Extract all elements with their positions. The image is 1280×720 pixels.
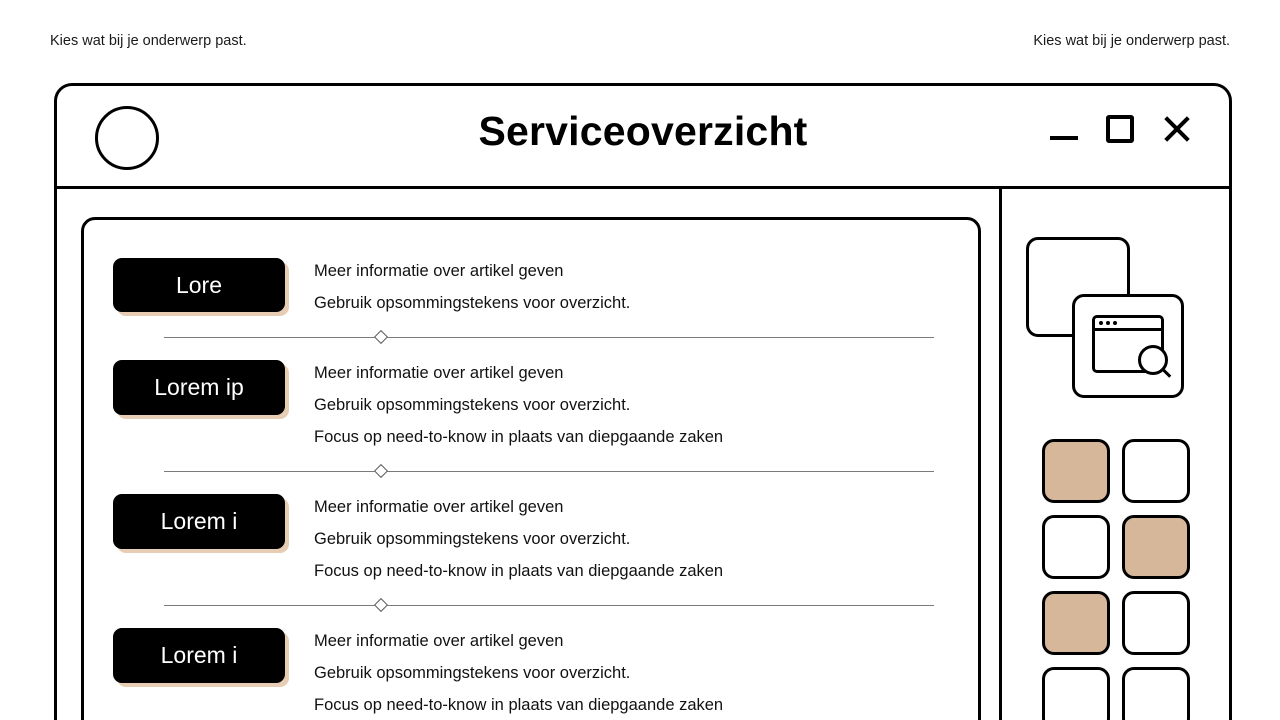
divider-diamond-icon — [374, 330, 388, 344]
swatch-6[interactable] — [1122, 591, 1190, 655]
service-button[interactable]: Lorem i — [113, 628, 285, 682]
row-divider — [164, 337, 934, 338]
browser-search-illustration — [1026, 237, 1206, 417]
service-list-card — [81, 217, 981, 720]
list-item[interactable] — [84, 242, 978, 329]
list-item-button-wrap — [84, 252, 314, 312]
app-window — [54, 83, 1232, 720]
list-item-button-wrap — [84, 354, 314, 414]
hint-right: Kies wat bij je onderwerp past. — [1033, 33, 1230, 49]
service-button[interactable]: Lore — [113, 258, 285, 312]
list-item-line: Meer informatie over artikel geven — [314, 498, 564, 517]
browser-titlebar-dots — [1095, 318, 1161, 331]
window-body — [57, 189, 1229, 720]
divider-diamond-icon — [374, 598, 388, 612]
search-icon — [1138, 345, 1168, 375]
list-item[interactable] — [84, 478, 978, 597]
list-item[interactable] — [84, 344, 978, 463]
list-item-text — [314, 622, 723, 720]
swatch-4[interactable] — [1122, 515, 1190, 579]
window-controls — [1047, 112, 1193, 146]
list-item-line: Focus op need-to-know in plaats van diepgaande zaken — [314, 427, 724, 446]
list-item-line: Gebruik opsommingstekens voor overzicht. — [314, 530, 631, 549]
list-item[interactable] — [84, 612, 978, 720]
list-item-line: Gebruik opsommingstekens voor overzicht. — [314, 293, 631, 312]
sidebar — [1002, 189, 1229, 720]
row-divider — [164, 471, 934, 472]
list-item-line: Focus op need-to-know in plaats van diepgaande zaken — [314, 695, 724, 714]
row-divider — [164, 605, 934, 606]
close-icon — [1161, 114, 1191, 144]
page-title: Serviceoverzicht — [478, 108, 808, 154]
minimize-button[interactable] — [1047, 112, 1081, 146]
list-item-text — [314, 488, 723, 587]
main-content — [57, 189, 1002, 720]
swatch-8[interactable] — [1122, 667, 1190, 720]
divider-diamond-icon — [374, 464, 388, 478]
list-item-line: Meer informatie over artikel geven — [314, 364, 564, 383]
list-item-line: Gebruik opsommingstekens voor overzicht. — [314, 664, 631, 683]
swatch-5[interactable] — [1042, 591, 1110, 655]
hint-left: Kies wat bij je onderwerp past. — [50, 33, 247, 49]
swatch-1[interactable] — [1042, 439, 1110, 503]
list-item-line: Meer informatie over artikel geven — [314, 262, 564, 280]
maximize-button[interactable] — [1103, 112, 1137, 146]
maximize-icon — [1106, 115, 1134, 143]
close-button[interactable] — [1159, 112, 1193, 146]
window-titlebar — [57, 86, 1229, 189]
list-item-button-wrap — [84, 488, 314, 548]
swatch-3[interactable] — [1042, 515, 1110, 579]
swatch-2[interactable] — [1122, 439, 1190, 503]
hint-row — [0, 33, 1280, 49]
list-item-line: Meer informatie over artikel geven — [314, 632, 564, 651]
list-item-button-wrap — [84, 622, 314, 682]
swatch-7[interactable] — [1042, 667, 1110, 720]
list-item-text — [314, 354, 723, 453]
service-button[interactable]: Lorem i — [113, 494, 285, 548]
list-item-text — [314, 252, 630, 319]
list-item-line: Gebruik opsommingstekens voor overzicht. — [314, 396, 631, 415]
list-item-line: Focus op need-to-know in plaats van diepgaande zaken — [314, 561, 724, 580]
service-button[interactable]: Lorem ip — [113, 360, 285, 414]
minimize-icon — [1050, 136, 1078, 140]
color-swatch-grid — [1002, 439, 1229, 720]
